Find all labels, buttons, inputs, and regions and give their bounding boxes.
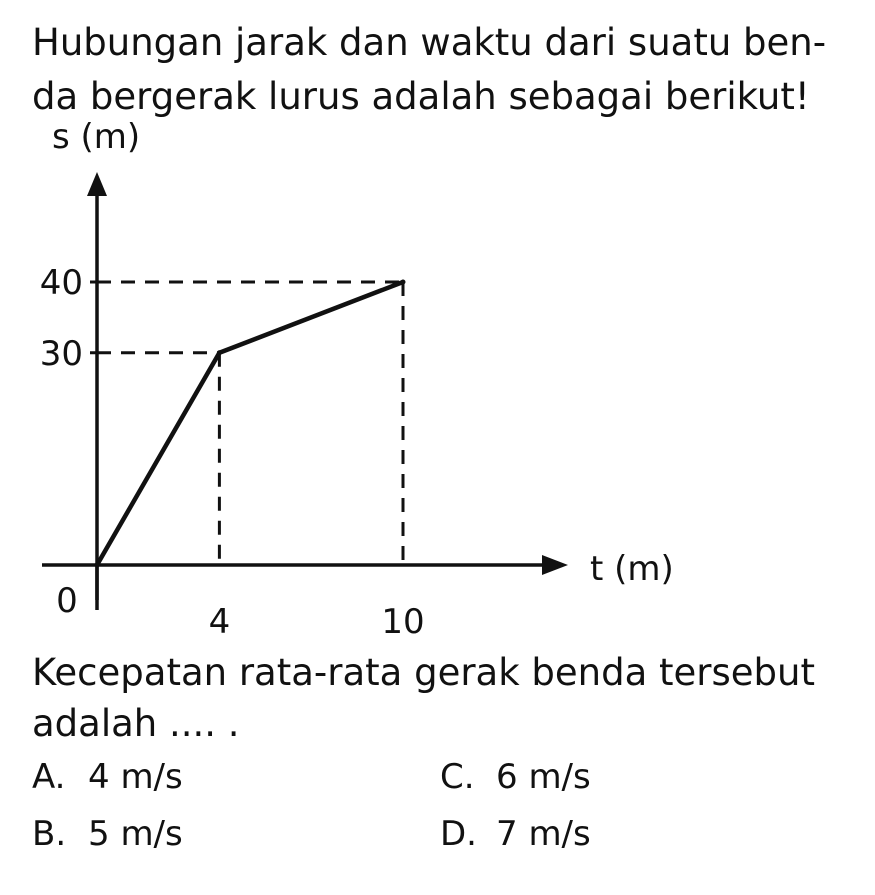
x-axis-label: t (m) (590, 549, 674, 589)
option-a-text: 4 m/s (88, 757, 183, 797)
option-a[interactable] (32, 757, 183, 797)
option-d-text: 7 m/s (496, 814, 591, 854)
option-b[interactable] (32, 814, 183, 854)
y-axis-arrow-icon (87, 172, 107, 196)
option-d[interactable] (440, 814, 591, 854)
dashed-guides (97, 282, 403, 565)
option-c-text: 6 m/s (496, 757, 591, 797)
data-point-1 (217, 350, 222, 355)
axes (39, 117, 674, 621)
x-axis-arrow-icon (542, 555, 568, 575)
data-point-2 (401, 280, 406, 285)
x-tick-label-1: 10 (381, 602, 425, 642)
data-point-0 (95, 563, 100, 568)
distance-time-chart (0, 110, 875, 650)
option-a-letter: A. (32, 757, 66, 797)
series (95, 280, 406, 568)
question-line-4: adalah .... . (32, 702, 240, 745)
option-d-letter: D. (440, 814, 477, 854)
x-tick-label-0: 4 (208, 602, 231, 642)
y-axis-label: s (m) (52, 117, 141, 157)
y-tick-label-1: 40 (39, 263, 83, 303)
option-b-letter: B. (32, 814, 67, 854)
origin-label: 0 (56, 581, 78, 621)
question-line-3: Kecepatan rata-rata gerak benda tersebut (32, 651, 815, 694)
question-line-1: Hubungan jarak dan waktu dari suatu ben- (32, 21, 827, 64)
option-c[interactable] (440, 757, 591, 797)
option-b-text: 5 m/s (88, 814, 183, 854)
y-tick-label-0: 30 (39, 333, 83, 374)
option-c-letter: C. (440, 757, 475, 797)
question-line-2: da bergerak lurus adalah sebagai berikut! (32, 75, 810, 118)
series-line (97, 282, 403, 565)
